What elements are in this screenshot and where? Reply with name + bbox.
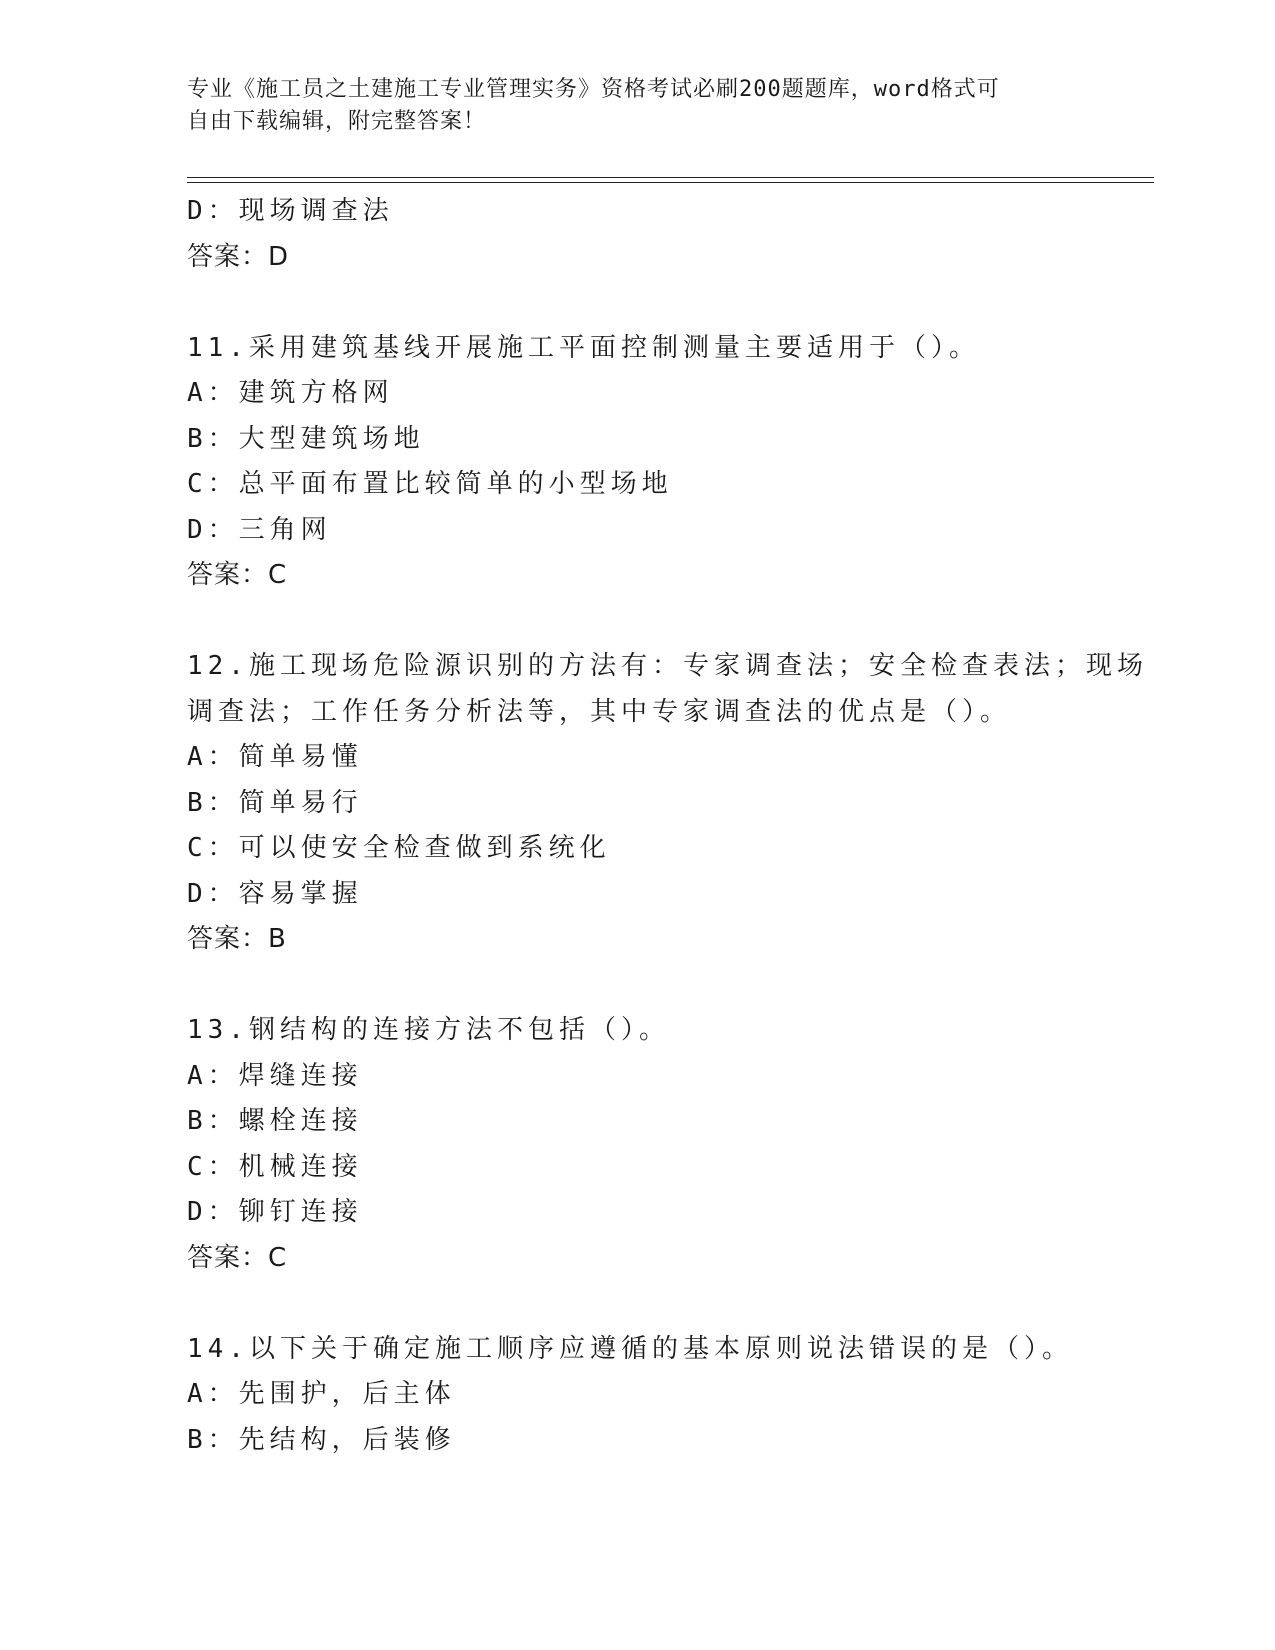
question-12 xyxy=(187,644,1148,963)
question-11 xyxy=(187,326,1087,599)
question-stem: 14.以下关于确定施工顺序应遵循的基本原则说法错误的是（）。 xyxy=(187,1333,1073,1364)
question-stem: 13.钢结构的连接方法不包括（）。 xyxy=(187,1015,670,1045)
question-list xyxy=(187,189,1148,1463)
option-a: A：先围护，后主体 xyxy=(187,1379,456,1409)
answer: 答案：C xyxy=(187,560,288,590)
option-d: D：现场调查法 xyxy=(187,196,394,226)
answer: 答案：B xyxy=(187,924,287,954)
answer: 答案：C xyxy=(187,1242,288,1273)
option-c: C：可以使安全检查做到系统化 xyxy=(187,833,611,863)
question-13 xyxy=(187,1008,1087,1281)
spacer xyxy=(187,963,1087,1009)
option-d: D：三角网 xyxy=(187,514,332,545)
option-d: D：铆钉连接 xyxy=(187,1197,363,1227)
option-b: B：简单易行 xyxy=(187,787,363,818)
option-c: C：机械连接 xyxy=(187,1151,363,1182)
spacer xyxy=(187,1281,1087,1327)
option-a: A：简单易懂 xyxy=(187,742,363,772)
question-stem: 11.采用建筑基线开展施工平面控制测量主要适用于（）。 xyxy=(187,332,980,363)
option-b: B：先结构，后装修 xyxy=(187,1424,456,1455)
option-a: A：焊缝连接 xyxy=(187,1060,363,1091)
answer: 答案：D xyxy=(187,241,290,272)
header-line-1: 专业《施工员之土建施工专业管理实务》资格考试必刷200题题库，word格式可 xyxy=(187,77,1000,102)
question-stem-line-1: 12.施工现场危险源识别的方法有：专家调查法；安全检查表法；现场 xyxy=(187,651,1148,681)
option-d: D：容易掌握 xyxy=(187,878,363,909)
option-c: C：总平面布置比较简单的小型场地 xyxy=(187,469,673,499)
document-header xyxy=(187,74,1087,138)
header-divider-top xyxy=(187,177,1154,178)
option-b: B：大型建筑场地 xyxy=(187,423,425,454)
spacer xyxy=(187,280,1087,326)
option-a: A：建筑方格网 xyxy=(187,378,394,408)
option-b: B：螺栓连接 xyxy=(187,1106,363,1136)
question-14 xyxy=(187,1327,1087,1464)
header-divider-bottom xyxy=(187,182,1154,183)
question-stem-line-2: 调查法；工作任务分析法等，其中专家调查法的优点是（）。 xyxy=(187,696,1012,727)
spacer xyxy=(187,599,1087,645)
header-line-2: 自由下载编辑，附完整答案！ xyxy=(187,109,487,134)
